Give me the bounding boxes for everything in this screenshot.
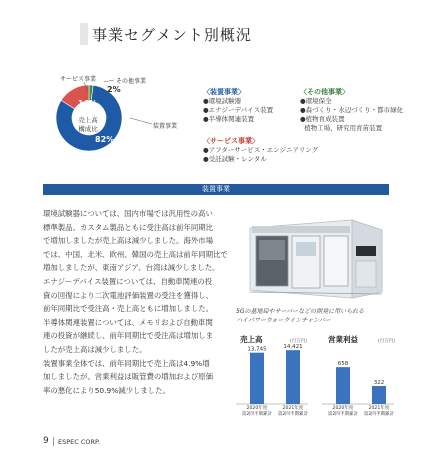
sales-chart-title: 売上高 [240,335,263,344]
body-line: 率の悪化により50.9%減少しました。 [43,385,170,395]
equipment-body-text [43,207,228,397]
body-line: では、中国、北米、欧州、韓国の売上高は前年同期比で [43,249,228,259]
x-tick-label-line: 第2四半期累計 [327,412,359,417]
chart-bar [336,367,350,404]
other-item: 植物工場、研究用育苗装置 [304,124,383,132]
equipment-category [203,87,273,124]
body-line: 増加しましたが、東南アジア、台湾は減少しました。 [43,263,220,273]
x-tick-label [359,406,399,418]
equipment-item: ●半導体関連装置 [203,115,255,123]
x-tick-label-line: 第2四半期累計 [277,412,309,417]
equipment-item: ●エナジーデバイス装置 [203,106,274,114]
other-item: ●環境保全 [300,97,332,105]
equipment-item: ●環境試験器 [203,97,242,105]
body-line: 加しましたが、営業利益は販管費の増加および原価 [43,372,213,382]
other-item: ●森づくり・水辺づくり・都市緑化 [300,106,404,114]
body-line: 半導体関連装置については、メモリおよび自動車関 [43,317,213,327]
pct-equipment: 82% [95,135,115,144]
service-item: ●アフターサービス・エンジニアリング [203,146,319,154]
body-line: 装置事業全体では、前年同期比で売上高は4.9%増 [43,358,210,368]
bar-value-label: 14,421 [283,344,303,351]
body-line: 環境試験器については、国内市場では汎用性の高い [43,209,213,218]
service-heading: 〈サービス事業〉 [203,137,259,145]
body-line: 連の投資が継続し、前年同期比で受注高は増加しま [43,331,213,341]
operating-profit-bar-chart [318,340,398,406]
profit-chart-unit: (百万円) [378,339,396,344]
x-tick-label-line: 2021年度 [282,406,304,411]
page-number: 9 [43,436,49,446]
x-tick-label [273,406,313,418]
other-heading: 〈その他事業〉 [300,88,349,96]
x-tick-label-line: 第2四半期累計 [241,412,273,417]
other-item: ●植物育成装置 [300,115,345,123]
label-equipment-segment: 装置事業 [153,123,178,130]
body-line: 資の回復により二次電池評価装置の受注を獲得し、 [43,290,213,300]
sales-chart-unit: (百万円) [290,339,308,344]
pct-service: 16% [78,99,98,108]
photo-caption-line1: 5Gの基地局やサーバーなどの開発に用いられる [236,308,365,315]
bar-value-label: 13,745 [247,346,267,353]
sales-bar-chart [232,340,312,406]
x-tick-label-line: 第2四半期累計 [363,412,395,417]
other-category [300,87,403,133]
section-heading: 装置事業 [202,185,230,193]
pct-other: 2% [107,85,121,94]
page-title: 事業セグメント別概況 [92,26,252,44]
body-line: 標準製品、カスタム製品ともに受注高は前年同期比 [43,222,213,232]
x-tick-label [237,406,277,418]
chart-bar [372,386,386,404]
body-line: エナジーデバイス装置については、自動車関連の投 [43,276,213,286]
footer-divider [53,437,54,446]
body-line: で増加しましたが売上高は減少しました。海外市場 [43,236,213,246]
service-item: ●受託試験・レンタル [203,155,267,163]
donut-center-line1: 売上高 [78,116,98,124]
donut-center-line2: 構成比 [78,125,98,133]
service-category [203,136,318,164]
label-service-segment: サービス事業 [60,76,97,83]
equipment-heading: 〈装置事業〉 [203,88,245,96]
company-name: ESPEC CORP. [58,438,101,446]
photo-caption-line2: ハイパワーウォークインチャンバー [236,317,331,324]
x-tick-label [323,406,363,418]
body-line: 前年同期比で受注高・売上高ともに増加しました。 [43,304,213,314]
label-other-segment: その他事業 [116,78,147,85]
chart-bar [286,350,300,404]
x-tick-label-line: 2020年度 [332,406,354,411]
bar-value-label: 322 [373,379,385,386]
x-tick-label-line: 2021年度 [368,406,390,411]
x-tick-label-line: 2020年度 [246,406,268,411]
bar-value-label: 658 [337,361,349,368]
profit-chart-title: 営業利益 [328,335,358,344]
chart-bar [250,353,264,404]
body-line: したが売上高は減少しました。 [43,344,147,354]
walk-in-chamber-photo [232,206,394,301]
